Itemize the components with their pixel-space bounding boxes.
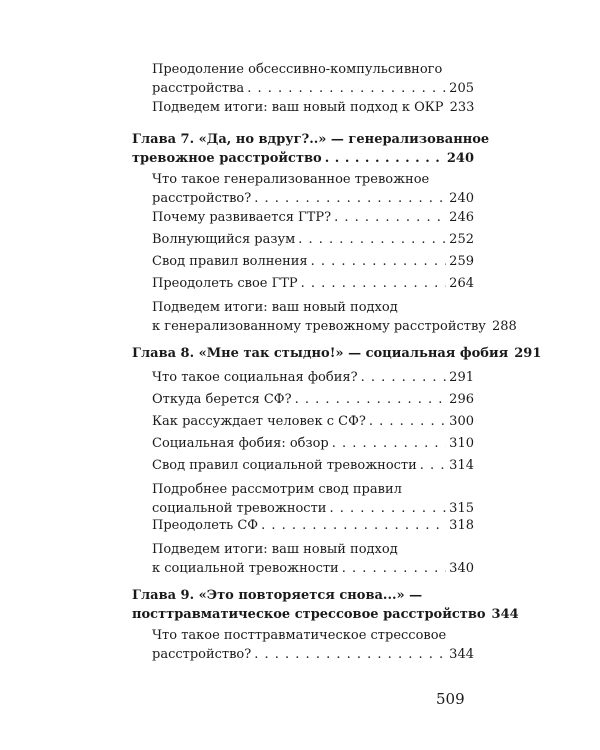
section-entry: [152, 170, 474, 208]
dot-leader: [254, 645, 446, 664]
dot-leader: [332, 434, 446, 453]
dot-leader: [298, 230, 446, 249]
entry-page-number: 240: [446, 151, 474, 166]
entry-title-line: Глава 9. «Это повторяется снова...» —: [132, 588, 423, 603]
chapter-entry: [132, 344, 542, 363]
entry-title: Преодолеть свое ГТР: [152, 276, 298, 291]
entry-page-number: 314: [449, 458, 474, 473]
dot-leader: [361, 368, 447, 387]
entry-page-number: 233: [449, 100, 475, 115]
entry-title: Почему развивается ГТР?: [152, 210, 332, 225]
entry-title-line: Что такое посттравматическое стрессовое: [152, 628, 447, 643]
entry-page-number: 340: [449, 561, 474, 576]
entry-title: Откуда берется СФ?: [152, 392, 292, 407]
section-entry: [152, 626, 474, 664]
dot-leader: [295, 390, 447, 409]
entry-title: к генерализованному тревожному расстройству: [152, 319, 486, 334]
entry-title: Подведем итоги: ваш новый подход к ОКР: [152, 100, 444, 115]
entry-title: Преодолеть СФ: [152, 518, 259, 533]
entry-title-line: Преодоление обсессивно-компульсивного: [152, 62, 443, 77]
section-entry: [152, 434, 474, 453]
dot-leader: [254, 189, 446, 208]
dot-leader: [325, 149, 444, 168]
section-entry: [152, 208, 474, 227]
chapter-entry: [132, 586, 519, 624]
entry-title: посттравматическое стрессовое расстройство: [132, 607, 486, 622]
entry-page-number: 246: [449, 210, 474, 225]
entry-page-number: 310: [449, 436, 474, 451]
entry-title-line: Подробнее рассмотрим свод правил: [152, 482, 402, 497]
dot-leader: [369, 412, 446, 431]
entry-title-line: Что такое генерализованное тревожное: [152, 172, 430, 187]
section-entry: [152, 98, 474, 117]
section-entry: [152, 480, 474, 518]
dot-leader: [301, 274, 447, 293]
section-entry: [152, 390, 474, 409]
section-entry: [152, 60, 474, 98]
entry-title: расстройство?: [152, 647, 252, 662]
entry-page-number: 205: [449, 81, 474, 96]
section-entry: [152, 252, 474, 271]
entry-title: тревожное расстройство: [132, 151, 322, 166]
entry-page-number: 296: [449, 392, 474, 407]
entry-title: расстройства: [152, 81, 245, 96]
entry-title: Что такое социальная фобия?: [152, 370, 358, 385]
entry-title: Социальная фобия: обзор: [152, 436, 329, 451]
entry-title: Волнующийся разум: [152, 232, 296, 247]
dot-leader: [247, 79, 446, 98]
dot-leader: [261, 516, 446, 535]
section-entry: [152, 540, 474, 578]
chapter-entry: [132, 130, 490, 168]
entry-page-number: 291: [514, 346, 542, 361]
entry-page-number: 252: [449, 232, 474, 247]
section-entry: [152, 412, 474, 431]
entry-page-number: 291: [449, 370, 474, 385]
entry-page-number: 300: [449, 414, 474, 429]
entry-page-number: 318: [449, 518, 474, 533]
entry-page-number: 264: [449, 276, 474, 291]
dot-leader: [311, 252, 447, 271]
dot-leader: [342, 559, 446, 578]
dot-leader: [334, 208, 446, 227]
page-number: 509: [436, 690, 465, 708]
entry-title-line: Глава 7. «Да, но вдруг?..» — генерализованное: [132, 132, 490, 147]
section-entry: [152, 298, 517, 336]
entry-title: Глава 8. «Мне так стыдно!» — социальная фобия: [132, 346, 509, 361]
entry-page-number: 315: [449, 501, 474, 516]
entry-page-number: 344: [449, 647, 474, 662]
entry-title: Как рассуждает человек с СФ?: [152, 414, 366, 429]
entry-title-line: Подведем итоги: ваш новый подход: [152, 542, 398, 557]
entry-title: Свод правил волнения: [152, 254, 308, 269]
section-entry: [152, 516, 474, 535]
entry-title: Свод правил социальной тревожности: [152, 458, 417, 473]
entry-page-number: 240: [449, 191, 474, 206]
entry-title: к социальной тревожности: [152, 561, 339, 576]
dot-leader: [420, 456, 446, 475]
entry-title-line: Подведем итоги: ваш новый подход: [152, 300, 398, 315]
section-entry: [152, 274, 474, 293]
entry-page-number: 344: [491, 607, 519, 622]
section-entry: [152, 456, 474, 475]
section-entry: [152, 230, 474, 249]
entry-page-number: 288: [491, 319, 517, 334]
entry-title: расстройство?: [152, 191, 252, 206]
entry-page-number: 259: [449, 254, 474, 269]
section-entry: [152, 368, 474, 387]
entry-title: социальной тревожности: [152, 501, 327, 516]
